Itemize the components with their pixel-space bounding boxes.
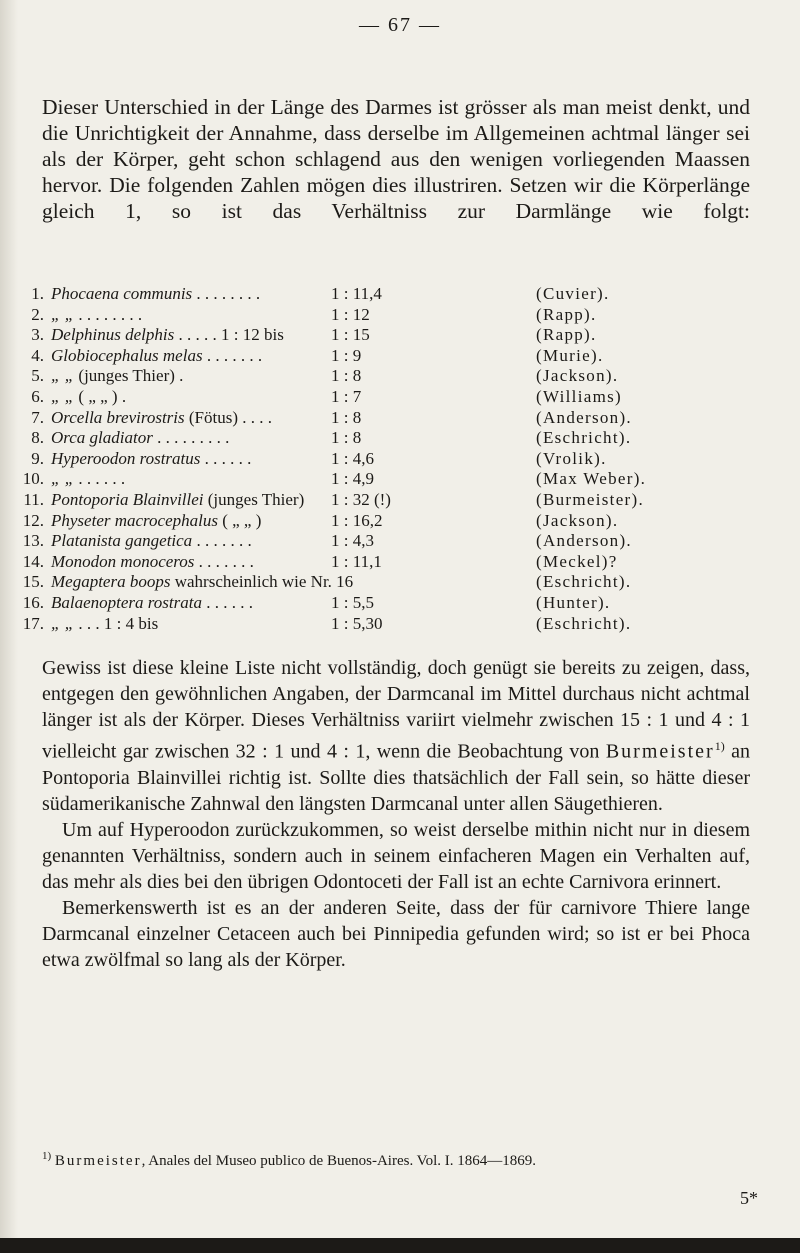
leader-dots: . . . . . . xyxy=(200,448,252,468)
ratio-value: 1 : 4,9 xyxy=(331,469,374,489)
author-name: Burmeister xyxy=(605,740,715,763)
species-note: ( „ „ ) xyxy=(217,510,262,530)
ratio-value: 1 : 15 xyxy=(331,325,370,345)
leader-dots: . . . . . . . . xyxy=(192,284,261,303)
ratio-source: (Anderson). xyxy=(536,531,632,551)
ratio-source: (Max Weber). xyxy=(536,469,647,489)
ratio-number: 9. xyxy=(31,448,44,468)
ratio-species xyxy=(51,614,331,635)
species-name: Phocaena communis xyxy=(51,284,193,303)
ratio-value: 1 : 5,30 xyxy=(331,613,383,633)
species-name: „ „ xyxy=(51,304,75,324)
ratio-number: 13. xyxy=(22,531,44,551)
ratio-value: 1 : 9 xyxy=(331,345,362,365)
ratio-row xyxy=(22,366,782,387)
species-name: Monodon monoceros xyxy=(51,551,195,571)
ratio-species xyxy=(51,449,331,470)
page-edge-shadow xyxy=(0,0,18,1253)
footnote xyxy=(42,1147,750,1171)
ratio-source: (Vrolik). xyxy=(536,448,607,468)
species-name: Platanista gangetica xyxy=(51,531,193,551)
ratio-row xyxy=(22,511,782,532)
ratio-source: (Williams) xyxy=(536,386,622,406)
ratio-number: 5. xyxy=(31,366,44,386)
ratio-row xyxy=(22,614,782,635)
ratio-row xyxy=(22,428,782,449)
ratio-source: (Anderson). xyxy=(536,407,632,427)
ratio-row xyxy=(22,387,782,408)
ratio-value: 1 : 11,1 xyxy=(331,551,382,571)
ratio-number: 3. xyxy=(31,325,44,345)
ratio-source: (Rapp). xyxy=(536,304,597,324)
ratio-row xyxy=(22,325,782,346)
ratio-species xyxy=(51,408,331,429)
ratio-species xyxy=(51,284,331,305)
footnote-ref: 1) xyxy=(714,739,725,753)
ratio-source: (Eschricht). xyxy=(536,613,632,633)
species-name: Balaenoptera rostrata xyxy=(51,592,202,612)
ratio-row xyxy=(22,469,782,490)
ratio-row xyxy=(22,593,782,614)
ratio-species xyxy=(51,366,331,387)
leader-dots: . . . . . . . xyxy=(192,531,252,551)
paragraph-pinnipedia: Bemerkenswerth ist es an der anderen Seite, dass der für carnivore Thiere lange Darmcanal einzelner Cetaceen auch bei Pinnipedia gefunden wird; so ist er bei Phoca etwa zwölfmal so lang als der Körper. xyxy=(42,896,750,971)
ratio-source: (Rapp). xyxy=(536,325,597,345)
ratio-source: (Eschricht). xyxy=(536,572,632,592)
ratio-number: 1. xyxy=(31,284,44,303)
leader-dots: . . . . . . xyxy=(201,592,253,612)
leader-dots: . . . 1 : 4 bis xyxy=(74,613,159,633)
ratio-number: 10. xyxy=(22,469,44,489)
ratio-species xyxy=(51,511,331,532)
leader-dots: . . . . . . . . . xyxy=(152,428,230,448)
species-note: (junges Thier) . xyxy=(74,366,184,386)
leader-dots: . . . . . 1 : 12 bis xyxy=(174,325,284,345)
ratio-species xyxy=(51,387,331,408)
ratio-number: 6. xyxy=(31,386,44,406)
paragraph-list-discussion xyxy=(42,655,750,817)
ratio-species xyxy=(51,490,331,511)
ratio-list xyxy=(22,284,782,634)
species-name: Megaptera boops xyxy=(51,572,171,592)
ratio-row xyxy=(22,305,782,326)
ratio-species xyxy=(51,346,331,367)
ratio-species xyxy=(51,428,331,449)
ratio-species xyxy=(51,593,331,614)
footnote-marker: 1) xyxy=(42,1150,52,1162)
ratio-row xyxy=(22,531,782,552)
species-note: (junges Thier) xyxy=(203,489,305,509)
ratio-source: (Jackson). xyxy=(536,510,619,530)
body-text xyxy=(42,655,750,973)
ratio-number: 2. xyxy=(31,304,44,324)
page-number: — 67 — xyxy=(359,14,441,36)
ratio-row xyxy=(22,284,782,305)
species-name: Globiocephalus melas xyxy=(51,345,203,365)
species-note: (Fötus) xyxy=(184,407,239,427)
ratio-row xyxy=(22,572,782,593)
ratio-number: 11. xyxy=(23,489,44,509)
ratio-number: 4. xyxy=(31,345,44,365)
sheet-signature: 5* xyxy=(740,1188,758,1208)
leader-dots: . . . . . . . xyxy=(194,551,254,571)
footnote-author: Burmeister xyxy=(54,1153,142,1169)
ratio-source: (Murie). xyxy=(536,345,604,365)
ratio-species xyxy=(51,469,331,490)
ratio-source: (Cuvier). xyxy=(536,284,610,303)
ratio-value: 1 : 32 (!) xyxy=(331,489,391,509)
ratio-species xyxy=(51,531,331,552)
ratio-value: 1 : 11,4 xyxy=(331,284,382,303)
species-name: „ „ xyxy=(51,366,75,386)
ratio-value: 1 : 16,2 xyxy=(331,510,383,530)
ratio-row xyxy=(22,449,782,470)
ratio-number: 16. xyxy=(22,592,44,612)
ratio-species xyxy=(51,572,354,593)
ratio-number: 14. xyxy=(22,551,44,571)
ratio-species xyxy=(51,552,331,573)
ratio-source: (Jackson). xyxy=(536,366,619,386)
ratio-row xyxy=(22,490,782,511)
species-name: „ „ xyxy=(51,613,75,633)
ratio-value: 1 : 12 xyxy=(331,304,370,324)
leader-dots: . . . . xyxy=(238,407,273,427)
species-name: „ „ xyxy=(51,469,75,489)
ratio-source: (Hunter). xyxy=(536,592,611,612)
ratio-number: 17. xyxy=(22,613,44,633)
species-name: Orcella brevirostris xyxy=(51,407,185,427)
species-name: Orca gladiator xyxy=(51,428,153,448)
bottom-edge-bar xyxy=(0,1238,800,1253)
ratio-value: 1 : 8 xyxy=(331,407,362,427)
leader-dots: . . . . . . xyxy=(74,469,126,489)
leader-dots: . . . . . . . xyxy=(202,345,263,365)
paragraph-text: Gewiss ist diese kleine Liste nicht vollständig, doch genügt sie bereits zu zeigen, dass, entgegen den gewöhnlichen Angaben, der Darmcanal im Mittel durchaus nicht achtmal länger ist als der Körper. Dieses Verhältniss variirt vielmehr zwischen 15 : 1 und 4 : 1 vielleicht gar zwischen 32 : 1 und 4 : 1, wenn die Beobachtung von xyxy=(42,657,750,763)
ratio-species xyxy=(51,325,331,346)
ratio-number: 7. xyxy=(31,407,44,427)
ratio-source: (Meckel)? xyxy=(536,551,618,571)
intro-paragraph: Dieser Unterschied in der Länge des Darmes ist grösser als man meist denkt, und die Unrichtigkeit der Annahme, dass derselbe im Allgemeinen achtmal länger sei als der Körper, geht schon schlagend aus den wenigen vorliegenden Maassen hervor. Die folgenden Zahlen mögen dies illustriren. Setzen wir die Körperlänge gleich 1, so ist das Verhältniss zur Darmlänge wie folgt: xyxy=(42,95,750,223)
paragraph-hyperoodon: Um auf Hyperoodon zurückzukommen, so weist derselbe mithin nicht nur in diesem genannten Verhältniss, sondern auch in seinem einfacheren Magen ein Verhalten auf, das mehr als dies bei den übrigen Odontoceti der Fall ist an echte Carnivora erinnert. xyxy=(42,818,750,893)
ratio-value: 1 : 5,5 xyxy=(331,592,374,612)
ratio-species xyxy=(51,305,331,326)
species-name: Physeter macrocephalus xyxy=(51,510,218,530)
leader-dots: . . . . . . . . xyxy=(74,304,143,324)
ratio-value: 1 : 7 xyxy=(331,386,362,406)
paragraph-text: an Pontoporia Blainvillei richtig ist. Sollte dies thatsächlich der Fall sein, so hätte dieser südamerikanische Zahnwal den längsten Darmcanal unter allen Säugethieren. xyxy=(42,740,750,815)
species-name: Pontoporia Blainvillei xyxy=(51,489,204,509)
ratio-number: 15. xyxy=(22,572,44,592)
footnote-text: , Anales del Museo publico de Buenos-Aires. Vol. I. 1864—1869. xyxy=(141,1153,536,1169)
ratio-number: 8. xyxy=(31,428,44,448)
ratio-row xyxy=(22,346,782,367)
species-note: ( „ „ ) . xyxy=(74,386,127,406)
species-name: Delphinus delphis xyxy=(51,325,175,345)
ratio-source: (Eschricht). xyxy=(536,428,632,448)
ratio-row xyxy=(22,552,782,573)
species-note: wahrscheinlich wie Nr. 16 xyxy=(170,572,354,592)
ratio-row xyxy=(22,408,782,429)
ratio-value xyxy=(331,572,536,593)
ratio-value: 1 : 8 xyxy=(331,366,362,386)
ratio-value: 1 : 4,6 xyxy=(331,448,374,468)
ratio-number: 12. xyxy=(22,510,44,530)
ratio-value: 1 : 8 xyxy=(331,428,362,448)
ratio-value: 1 : 4,3 xyxy=(331,531,374,551)
species-name: Hyperoodon rostratus xyxy=(51,448,201,468)
species-name: „ „ xyxy=(51,386,75,406)
ratio-source: (Burmeister). xyxy=(536,489,645,509)
